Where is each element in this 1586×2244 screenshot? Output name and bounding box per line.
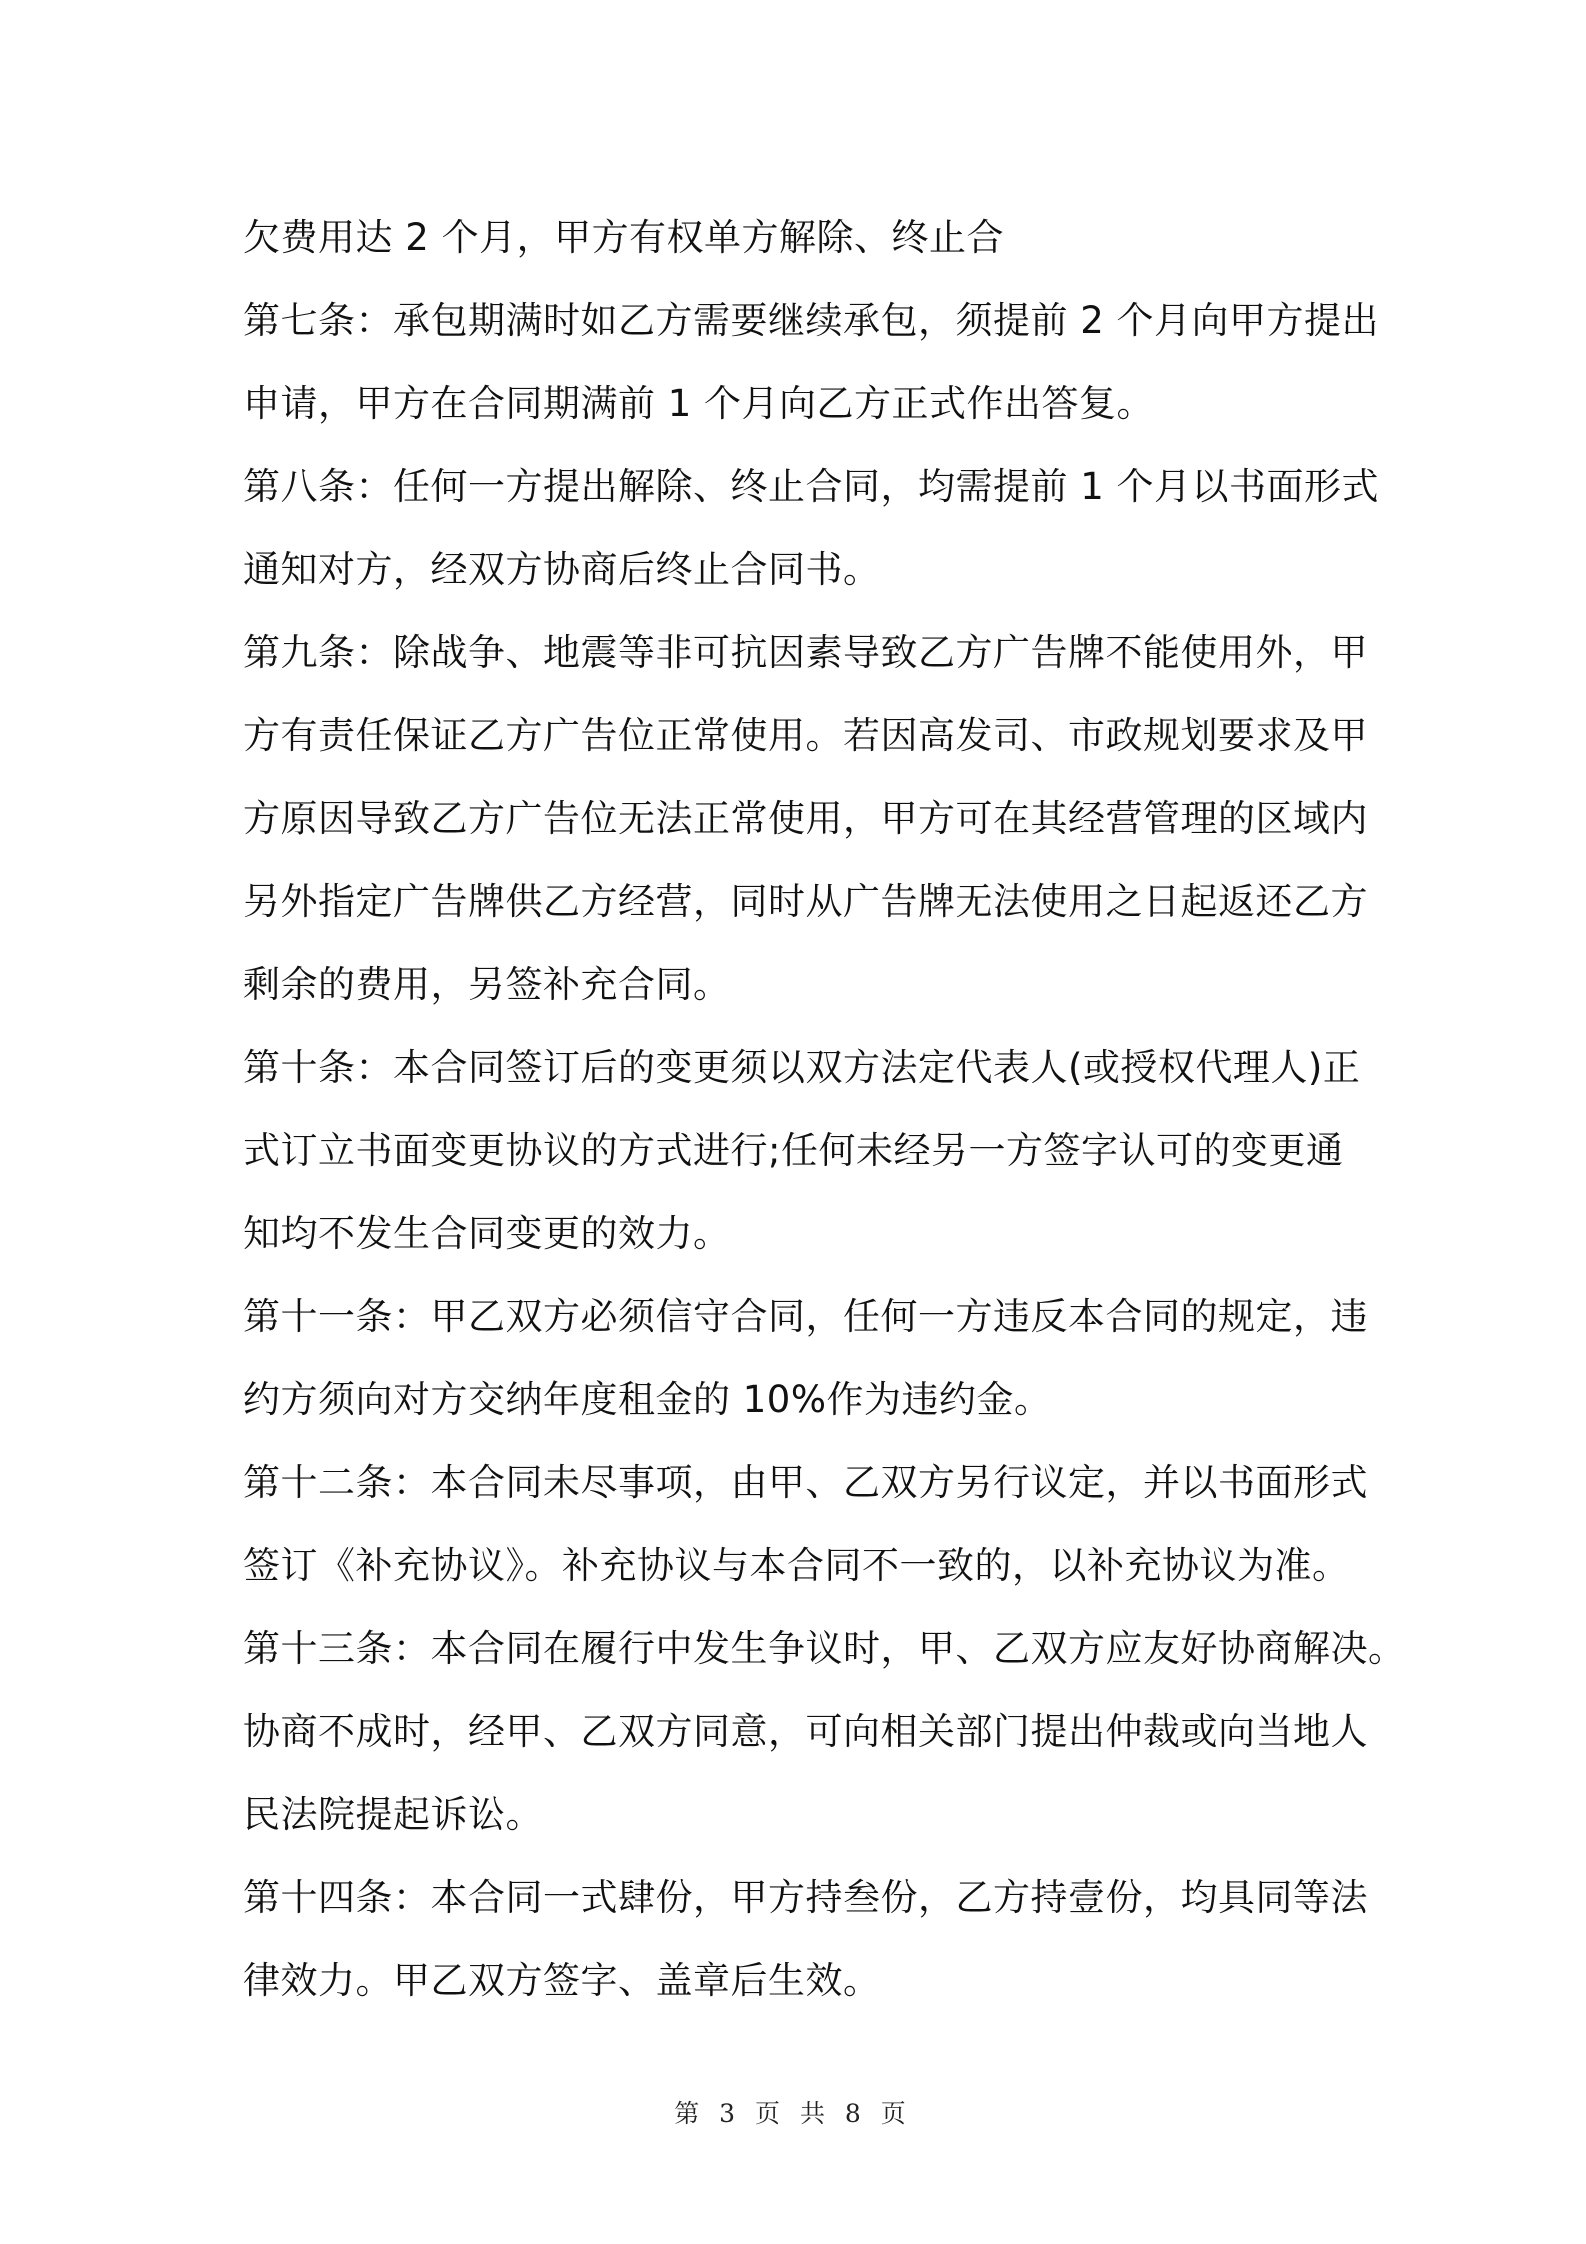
- text-line: 方原因导致乙方广告位无法正常使用，甲方可在其经营管理的区域内: [243, 797, 1368, 840]
- text-line: 第十一条：甲乙双方必须信守合同，任何一方违反本合同的规定，违: [243, 1295, 1368, 1338]
- text-line: 协商不成时，经甲、乙双方同意，可向相关部门提出仲裁或向当地人: [243, 1710, 1368, 1753]
- text-line: 第十条：本合同签订后的变更须以双方法定代表人(或授权代理人)正: [243, 1046, 1361, 1089]
- contract-body: [243, 196, 1406, 2022]
- text-line: 第十三条：本合同在履行中发生争议时，甲、乙双方应友好协商解决。: [243, 1627, 1406, 1670]
- text-line: 知均不发生合同变更的效力。: [243, 1212, 731, 1255]
- text-line: 约方须向对方交纳年度租金的 10%作为违约金。: [243, 1378, 1052, 1421]
- text-line: 方有责任保证乙方广告位正常使用。若因高发司、市政规划要求及甲: [243, 714, 1368, 757]
- text-line: 申请，甲方在合同期满前 1 个月向乙方正式作出答复。: [243, 382, 1155, 425]
- text-line: 民法院提起诉讼。: [243, 1793, 543, 1836]
- text-line: 式订立书面变更协议的方式进行;任何未经另一方签字认可的变更通: [243, 1129, 1344, 1172]
- text-line: 签订《补充协议》。补充协议与本合同不一致的，以补充协议为准。: [243, 1544, 1350, 1587]
- text-line: 第十四条：本合同一式肆份，甲方持叁份，乙方持壹份，均具同等法: [243, 1876, 1368, 1919]
- text-line: 第七条：承包期满时如乙方需要继续承包，须提前 2 个月向甲方提出: [243, 299, 1380, 342]
- text-line: 第九条：除战争、地震等非可抗因素导致乙方广告牌不能使用外，甲: [243, 631, 1368, 674]
- page-number-footer: 第 3 页 共 8 页: [674, 2099, 912, 2128]
- text-line: 另外指定广告牌供乙方经营，同时从广告牌无法使用之日起返还乙方: [243, 880, 1368, 923]
- text-line: 通知对方，经双方协商后终止合同书。: [243, 548, 881, 591]
- text-line: 第八条：任何一方提出解除、终止合同，均需提前 1 个月以书面形式: [243, 465, 1380, 508]
- text-line: 第十二条：本合同未尽事项，由甲、乙双方另行议定，并以书面形式: [243, 1461, 1368, 1504]
- text-line: 律效力。甲乙双方签字、盖章后生效。: [243, 1959, 881, 2002]
- text-line: 剩余的费用，另签补充合同。: [243, 963, 731, 1006]
- text-line: 欠费用达 2 个月，甲方有权单方解除、终止合: [243, 216, 1005, 259]
